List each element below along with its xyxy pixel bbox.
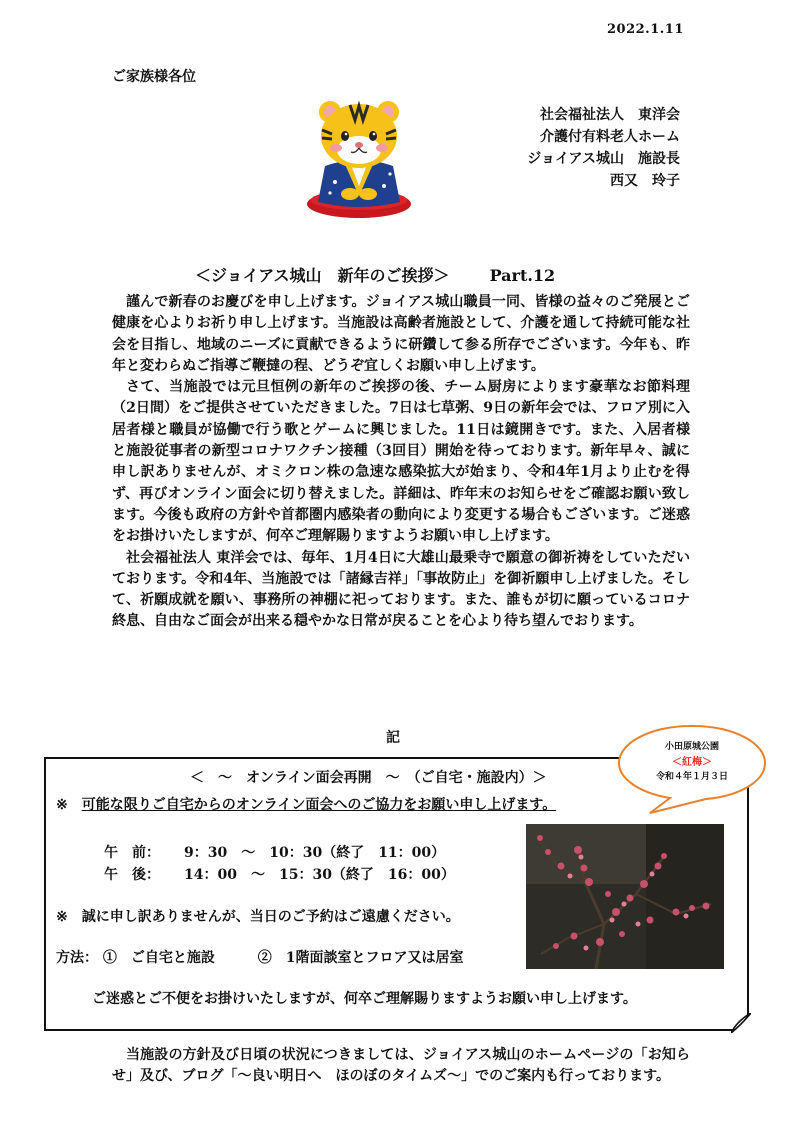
bubble-date: 令和４年１月３日 (655, 771, 728, 782)
morning-time: 9：30 ～ 10：30（終了 11：00） (184, 845, 446, 861)
note-text: 可能な限りご自宅からのオンライン面会へのご協力をお願い申し上げます。 (81, 797, 557, 813)
bubble-flower: ＜紅梅＞ (672, 756, 712, 768)
visit-method (56, 947, 464, 967)
note-mark: ※ (56, 909, 68, 925)
sender-name: 西又 玲子 (610, 173, 680, 189)
bubble-place: 小田原城公園 (664, 741, 719, 752)
sender-facility-type: 介護付有料老人ホーム (540, 129, 680, 145)
red-plum-blossom-photo (526, 824, 724, 969)
notice-online-request (56, 794, 556, 814)
afternoon-time: 14：00 ～ 15：30（終了 16：00） (184, 867, 455, 883)
title-part: Part.12 (489, 266, 556, 285)
body-paragraph-2: さて、当施設では元旦恒例の新年のご挨拶の後、チーム厨房によります豪華なお節料理（2日間）をご提供させていただきました。7日は七草粥、9日の新年会では、フロア別に入居者様と職員が協働で行う歌とゲームに興じました。11日は鏡開きです。また、入居者様と施設従事者の新型コロナワクチン接種（3回目）開始を待っております。新年早々、誠に申し訳ありませんが、オミクロン株の急速な感染拡大が始まり、令和4年1月より止むを得ず、再びオンライン面会に切り替えました。詳細は、昨年末のお知らせをご確認お願い致します。今後も政府の方針や首都圏内感染者の動向により変更する場合もございます。ご迷惑をお掛けいたしますが、何卒ご理解賜りますようお願い申し上げます。 (112, 379, 690, 545)
method-option-1: ① ご自宅と施設 (102, 950, 215, 966)
tiger-mascot-illustration (300, 96, 418, 220)
body-paragraph-3: 社会福祉法人 東洋会では、毎年、1月4日に大雄山最乗寺で願意の御祈祷をしていただいております。令和4年、当施設では「諸縁吉祥」「事故防止」を御祈願申し上げました。そして、祈願成就を願い、事務所の神棚に祀っております。また、誰もが切に願っているコロナ終息、自由なご面会が出来る穏やかな日常が戻ることを心より待ち望んでおります。 (112, 549, 690, 630)
sender-title: ジョイアス城山 施設長 (527, 151, 680, 167)
method-label: 方法： (56, 950, 98, 966)
body-paragraph-1: 謹んで新春のお慶びを申し上げます。ジョイアス城山職員一同、皆様の益々のご発展とご健康を心よりお祈り申し上げます。当施設は高齢者施設として、介護を通して持続可能な社会を目指し、地域のニーズに貢献できるように研鑽して参る所存でございます。今年も、昨年と変わらぬご指導ご鞭撻の程、どうぞ宜しくお願い申し上げます。 (112, 294, 690, 374)
title-main: ＜ジョイアス城山 新年のご挨拶＞ (195, 266, 450, 285)
letter-body (112, 292, 690, 633)
document-date: 2022.1.11 (607, 22, 684, 37)
note-mark: ※ (56, 797, 68, 813)
method-option-2: ② 1階面談室とフロア又は居室 (257, 950, 464, 966)
page-curl-corner (731, 1013, 751, 1033)
afternoon-label: 午 後： (104, 867, 160, 883)
footer-paragraph: 当施設の方針及び日頃の状況につきましては、ジョイアス城山のホームページの「お知らせ」及び、ブログ「～良い明日へ ほのぼのタイムズ～」でのご案内も行っております。 (112, 1047, 690, 1084)
ki-heading: 記 (386, 730, 400, 746)
notice-same-day-reservation (56, 906, 460, 926)
speech-bubble-text (616, 723, 768, 801)
apology-text: ご迷惑とご不便をお掛けいたしますが、何卒ご理解賜りますようお願い申し上げます。 (92, 991, 637, 1007)
sender-organization: 社会福祉法人 東洋会 (540, 107, 680, 123)
morning-label: 午 前： (104, 845, 160, 861)
document-title (195, 263, 555, 286)
note-text: 誠に申し訳ありませんが、当日のご予約はご遠慮ください。 (81, 909, 460, 925)
sender-block (500, 104, 680, 192)
schedule-afternoon (104, 864, 455, 884)
salutation: ご家族様各位 (112, 69, 196, 85)
schedule-morning (104, 842, 445, 862)
notice-heading: ＜ ～ オンライン面会再開 ～ （ご自宅・施設内）＞ (190, 770, 547, 786)
